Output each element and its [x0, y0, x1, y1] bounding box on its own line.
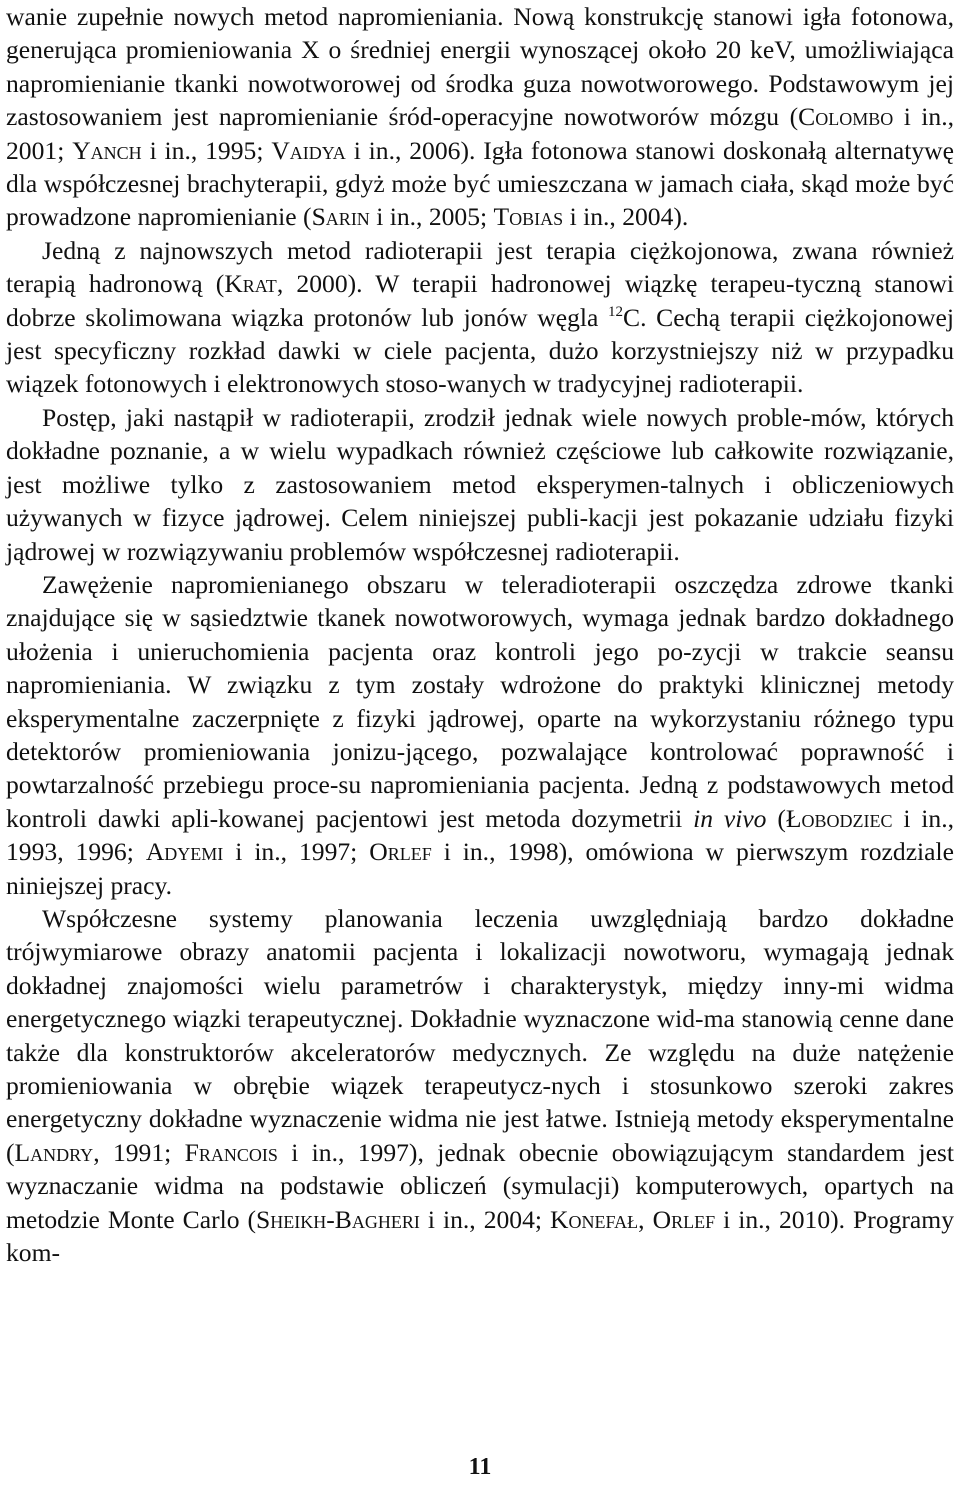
text-run: (: [766, 803, 786, 833]
text-run: Jedną z najnowszych metod radioterapii jest terapia ciężkojonowa, zwana również terapią hadronową (: [6, 235, 954, 299]
author-name: Orlef: [369, 837, 432, 867]
paragraph: [6, 902, 954, 1269]
author-name: Sheikh-Bagheri: [256, 1204, 420, 1234]
author-name: Konefał: [550, 1204, 639, 1234]
text-run: i in., 1995;: [141, 135, 272, 165]
text-run: i in., 2010). Programy kom-: [6, 1204, 954, 1268]
text-run: i in., 2004).: [563, 202, 689, 232]
author-name: Vaidya: [271, 135, 346, 165]
paragraph: [6, 234, 954, 401]
author-name: Sarin: [311, 202, 370, 232]
text-run: Zawężenie napromienianego obszaru w teleradioterapii oszczędza zdrowe tkanki znajdujące się w sąsiedztwie tkanek nowotworowych, wymaga jednak bardzo dokładnego ułożenia i unieruchomienia pacjenta oraz kontroli jego po-zycji w trakcie seansu napromieniania. W związku z tym zostały wdrożone do praktyki klinicznej metody eksperymentalne zaczerpnięte z fizyki jądrowej, oparte na wykorzystaniu różnego typu detektorów promieniowania jonizu-jącego, pozwalające kontrolować poprawność i powtarzalność przebiegu proce-su napromieniania pacjenta. Jedną z podstawowych metod kontroli dawki apli-kowanej pacjentowi jest metoda dozymetrii: [6, 569, 954, 833]
text-run: , 2000). W terapii hadronowej wiązkę terapeu-tyczną stanowi dobrze skolimowana wiązka protonów lub jonów węgla: [6, 269, 955, 332]
text-run: i in., 1997), jednak obecnie obowiązującym standardem jest wyznaczanie widma na podstawie obliczeń (symulacji) komputerowych, opartych na metodzie Monte Carlo (: [6, 1137, 954, 1234]
text-run: Postęp, jaki nastąpił w radioterapii, zrodził jednak wiele nowych proble-mów, których dokładne poznanie, a w wielu wypadkach również częściowe lub całkowite rozwiązanie, jest możliwe tylko z zastosowaniem metod eksperymen-talnych i obliczeniowych używanych w fizyce jądrowej. Celem niniejszej publi-kacji jest pokazanie udziału fizyki jądrowej w rozwiązywaniu problemów współczesnej radioterapii.: [6, 402, 954, 566]
author-name: Adyemi: [145, 837, 224, 867]
text-run: ,: [638, 1204, 653, 1234]
text-run: i in., 1993, 1996;: [6, 803, 954, 867]
text-run: i in., 2004;: [419, 1204, 551, 1234]
superscript: 12: [608, 303, 624, 320]
text-run: Współczesne systemy planowania leczenia uwzględniają bardzo dokładne trójwymiarowe obrazy anatomii pacjenta i lokalizacji nowotworu, wymagają jednak dokładnej znajomości wielu parametrów i charakterystyk, między inny-mi widma energetycznego wiązki terapeutycznej. Dokładnie wyznaczone wid-ma stanowią cenne dane także dla konstruktorów akceleratorów medycznych. Ze względu na duże natężenie promieniowania w obrębie wiązek terapeutycz-nych i stosunkowo szeroki zakres energetyczny dokładne wyznaczenie widma nie jest łatwe. Istnieją metody eksperymentalne (: [6, 903, 954, 1167]
text-run: i in., 1997;: [223, 837, 370, 867]
paragraph: [6, 568, 954, 902]
author-name: Łobodziec: [785, 803, 893, 833]
text-run: i in., 2001;: [6, 102, 954, 165]
text-run: C. Cechą terapii ciężkojonowej jest specyficzny rozkład dawki w ciele pacjenta, dużo korzystniejszy niż w przypadku wiązek fotonowych i elektronowych stoso-wanych w tradycyjnej radioterapii.: [6, 302, 954, 399]
paragraph: [6, 401, 954, 568]
text-run: wanie zupełnie nowych metod napromieniania. Nową konstrukcję stanowi igła fotonowa, generująca promieniowania X o średniej energii wynoszącej około 20 keV, umożliwiająca napromienianie tkanki nowotworowej od środka guza nowotworowego. Podstawowym jej zastosowaniem jest napromienianie śród-operacyjne nowotworów mózgu (: [6, 2, 954, 132]
text-run: i in., 1998), omówiona w pierwszym rozdziale niniejszej pracy.: [6, 837, 954, 900]
author-name: Orlef: [652, 1204, 716, 1234]
text-run: i in., 2005;: [369, 202, 494, 232]
document-body: [6, 0, 954, 1269]
author-name: Colombo: [798, 102, 894, 132]
author-name: Yanch: [72, 135, 142, 165]
paragraph: [6, 0, 954, 234]
author-name: Francois: [184, 1137, 278, 1167]
italic-term: in vivo: [693, 803, 767, 833]
author-name: Tobias: [493, 202, 564, 232]
text-run: , 1991;: [93, 1137, 185, 1167]
author-name: Krat: [224, 269, 277, 299]
author-name: Landry: [14, 1137, 94, 1167]
text-run: i in., 2006). Igła fotonowa stanowi doskonałą alternatywę dla współczesnej brachyterapii, gdyż może być umieszczana w jamach ciała, skąd może być prowadzone napromienianie (: [6, 135, 954, 232]
page-number: 11: [468, 1454, 492, 1480]
